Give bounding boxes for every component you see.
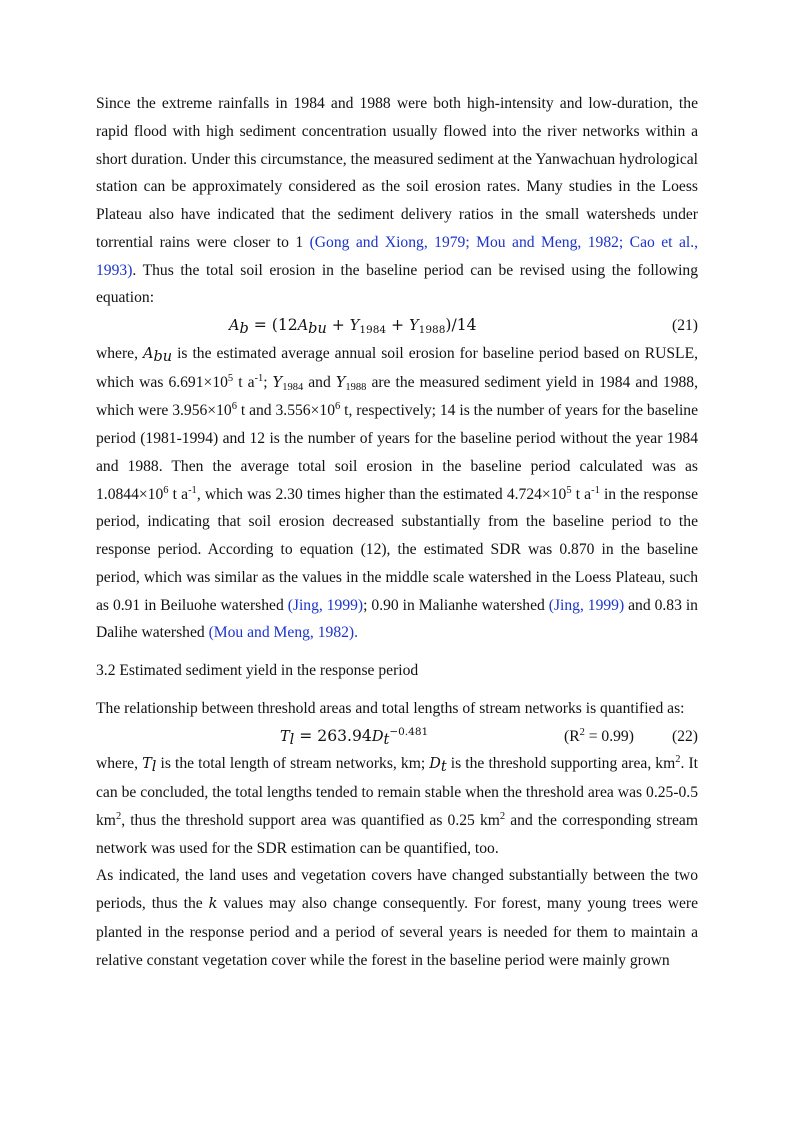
paragraph-threshold-relationship: The relationship between threshold areas and total lengths of stream networks is quantified as: — [96, 699, 685, 717]
citation-mou-meng-1982[interactable]: (Mou and Meng, 1982). — [208, 624, 358, 642]
equation-22-expression: $T_l = 263.94D_t^{-0.481}$ — [280, 725, 429, 748]
var-y-1984: Y — [272, 374, 283, 391]
var-k: k — [208, 896, 218, 912]
equation-21-number: (21) — [672, 317, 698, 334]
paragraph-extreme-rainfall — [96, 90, 698, 312]
var-a-bu: A — [142, 345, 154, 362]
equation-21 — [96, 312, 698, 340]
paragraph-land-use-change: As indicated, the land uses and vegetation covers have changed substantially between the two periods, thus the k values may also change consequently. For forest, many young trees were planted in the response period and a period of several years is needed for them to maintain a relative constant vegetation cover while the forest in the baseline period were mainly grown — [96, 867, 698, 969]
var-t-l: T — [142, 756, 152, 773]
paragraph-rusle-estimate: where, $A_{bu}$ is the estimated average annual soil erosion for baseline period based on RUSLE, which was $6.691\times 10^5$ t $a^{-1}$; $Y_{1984}$ and $Y_{1988}$ are the measured sediment yield in 1984 and 1988, which were $3.956\times 10^6$ t and $3.556\times 10^6$ t, respectively; 14 is the number of years for the baseline period (1981-1994) and 12 is the number of years for the baseline period without the year 1984 and 1988. Then the average total soil erosion in the baseline period calculated was as $1.0844\times 10^6$ t $a^{-1}$, which was 2.30 times higher than the estimated $4.724\times 10^5$ t $a^{-1}$ in the response period, indicating that soil erosion decreased substantially from the baseline period to the response period. According to equation (12), the estimated SDR was 0.870 in the baseline period, which was similar as the values in the middle scale watershed in the Loess Plateau, such as 0.91 in Beiluohe watershed (Jing, 1999); 0.90 in Malianhe watershed (Jing, 1999) and 0.83 in Dalihe watershed (Mou and Meng, 1982). — [96, 344, 699, 642]
para1-text: Since the extreme rainfalls in 1984 and 1988 were both high-intensity and low-duration, the rapid flood with high sediment concentration usually flowed into the river networks within a short duration. Under this circumstance, the measured sediment at the Yanwachuan hydrological station can be approximately considered as the soil erosion rates. Many studies in the Loess Plateau also have indicated that the sediment delivery ratios in the small watersheds under torrential rains were closer to 1 — [96, 95, 698, 251]
body-column — [96, 90, 698, 974]
equation-22-number: (22) — [672, 727, 698, 745]
citation-jing-1999-b[interactable]: (Jing, 1999) — [548, 596, 625, 614]
citation-gong-mou-cao[interactable]: (Gong and Xiong, 1979; Mou and Meng, 1982; Cao et al., 1993) — [96, 233, 698, 279]
equation-22 — [96, 723, 698, 751]
var-y-1988: Y — [335, 374, 346, 391]
section-heading-3-2: 3.2 Estimated sediment yield in the response period — [96, 662, 419, 679]
citation-jing-1999-a[interactable]: (Jing, 1999) — [287, 596, 364, 614]
equation-21-expression: $A_b = (12A_{bu} + Y_{1984} + Y_{1988})/14$ — [229, 316, 477, 337]
equation-22-r-squared: $(R^2 = 0.99)$ — [564, 726, 634, 745]
var-d-t: D — [429, 756, 441, 773]
paragraph-stream-length: where, $T_l$ is the total length of stream networks, km; $D_t$ is the threshold supporting area, $km^2$. It can be concluded, the total lengths tended to remain stable when the threshold area was 0.25-0.5 $km^2$, thus the threshold support area was quantified as 0.25 $km^2$ and the corresponding stream network was used for the SDR estimation can be quantified, too. — [96, 754, 699, 857]
para1-tail: . Thus the total soil erosion in the baseline period can be revised using the following equation: — [96, 261, 698, 307]
